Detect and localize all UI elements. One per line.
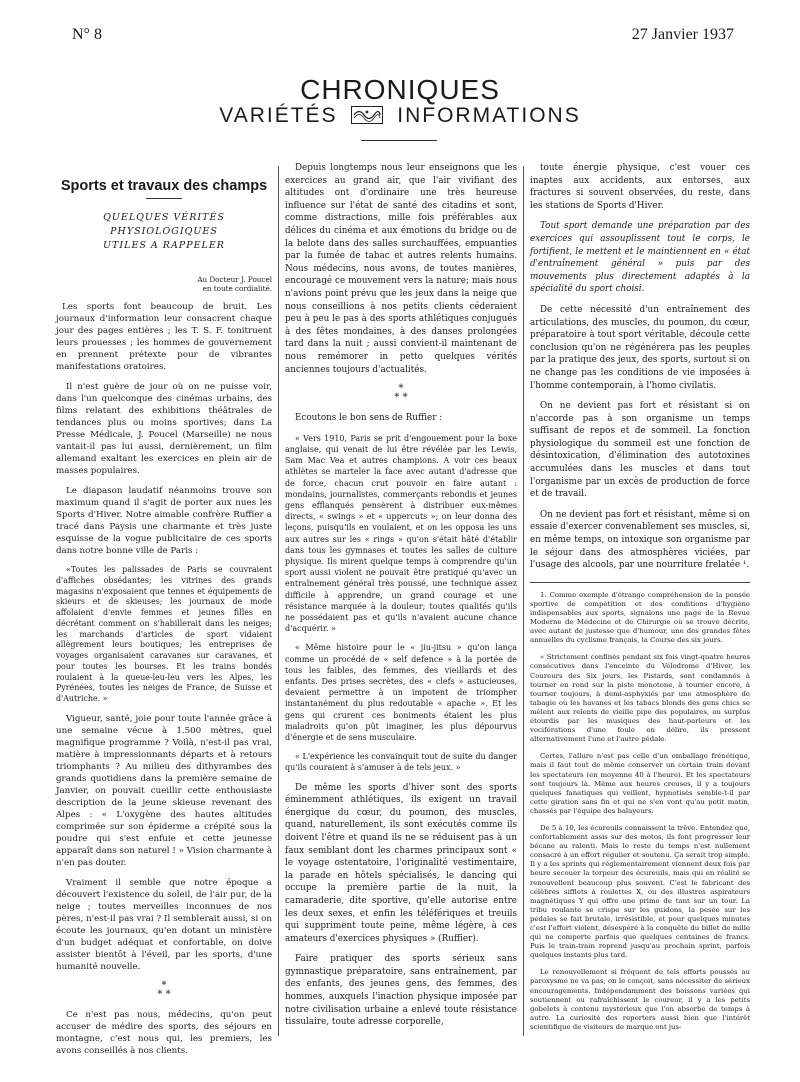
footnote-paragraph: Le renouvellement si fréquent de tels efforts poussés au paroxysme ne va pas, on le conçoit, sans nécessiter de sérieux encouragements. Indépendamment des boissons variées qui soutiennent ou rafraîchissent le coureur, il y a les petits gobelets à contenu mystérieux que l'on absorbe de temps à autre. La curiosité des reporters aussi bien que l'intérêt scientifique de visiteurs de marque ont jus- [530, 968, 750, 1031]
paragraph: On ne devient pas fort et résistant si on n'accorde pas à son organisme un temps suffisant de repos et de sommeil. La fonction physiologique du sommeil est une fonction de désintoxication, d'élimination des autotoxines accumulées dans les muscles et dans tout l'organisme par un excès de production de force et de travail. [530, 401, 750, 500]
paragraph: Depuis longtemps nous leur enseignons que les exercices au grand air, que l'air vivifiant des altitudes ont d'ordinaire une très heureuse influence sur l'état de santé des citadins et sont, comme distractions, mille fois préférables aux délices du cinéma et aux émotions du bridge ou de la belote dans des salles surchauffées, empuanties par la fumée de tabac et autres relents humains. Nous médecins, nous avons, de toutes manières, encouragé ce mouvement vers la nature; mais nous n'avions point prévu que les jeux dans la neige que nous conseillions à nos petits clients céderaient peu à peu le pas à des sports athlétiques conjugués à des fêtes mondaines, à des danses prolongées tard dans la nuit ; aussi convient-il maintenant de nous remémorer in petto quelques vérités anciennes toujours d'actualités. [285, 163, 517, 375]
title-rule [146, 198, 182, 199]
masthead-title: CHRONIQUES [300, 74, 500, 105]
subtitle-line-2: UTILES A RAPPELER [103, 240, 225, 251]
masthead-rule [361, 140, 437, 141]
paragraph: De cette nécessité d'un entraînement des articulations, des muscles, du poumon, du cœur, préparatoire à tout sport véritable, découle cette conclusion qu'on ne régénérera pas les peuples par la pratique des jeux, des sports, surtout si on ne change pas les conditions de vie imposées à l'homme contemporain, à l'homo civilatis. [530, 304, 750, 391]
column-2 [285, 162, 517, 1037]
footnote-paragraph: Certes, l'allure n'est pas celle d'un emballage frénétique, mais il faut tout de même conserver un certain train devant les spectateurs (en moyenne 40 à l'heure). Et les spectateurs sont toujours là. Même aux heures creuses, il y a toujours quelques fanatiques qui veillent, hypnotisés semble-t-il par cette giration sans fin et qui ne s'en vont qu'au petit matin, chassés par l'équipe des balayeurs. [530, 752, 750, 815]
paragraph: De même les sports d'hiver sont des sports éminemment athlétiques, ils exigent un travail énergique du cœur, du poumon, des muscles, quand, naturellement, ils sont exécutés comme ils doivent l'être et quand ils ne se réduisent pas à un faux semblant dont les charmes principaux sont « le voyage ostentatoire, l'originalité vestimentaire, la parade en hôtels spécialisés, le dancing qui occupe la première partie de la nuit, la camaraderie, dite sportive, qu'elle autorise entre les deux sexes, et enfin les téléfériques et treuils qui suppriment toute peine, même légère, à ces amateurs d'exercices physiques » (Ruffier). [285, 782, 517, 944]
issue-number: N° 8 [72, 26, 102, 43]
column-rule-2 [523, 166, 524, 1036]
ornament-icon [351, 106, 383, 124]
paragraph: Vraiment il semble que notre époque a découvert l'existence du soleil, de l'air pur, de la neige ; toutes merveilles inconnues de nos pères, n'est-il pas vrai ? Il semblerait aussi, si on écoute les journaux, qu'en dotant un ministère d'un budget adéquat et confortable, on doive assister bientôt à l'éveil, par les sports, d'une humanité nouvelle. [56, 877, 272, 972]
dedication-line-1: Au Docteur J. Poucel [197, 275, 272, 284]
paragraph: Vigueur, santé, joie pour toute l'année grâce à une semaine vécue à 1.500 mètres, quel magnifique programme ? Voilà, n'est-il pas vrai, matière à impressionnants départs et à retours triomphants ? Au milieu des dithyrambes des grands quotidiens dans la première semaine de Janvier, on pouvait cueillir cette enthousiaste description de la jeune skieuse revenant des Alpes : « L'oxygène des hautes altitudes comprimée sur son épiderme a crépité sous la poudre qui s'est enfuie et cette jeunesse apparaît dans son naturel ! » Vision charmante à n'en pas douter. [56, 713, 272, 868]
footnotes [530, 591, 750, 1032]
asterism-icon: * * * [157, 979, 171, 1000]
quote-paragraph: « L'expérience les convainquit tout de suite du danger qu'ils couraient à s'amuser à de tels jeux. » [285, 752, 517, 773]
footnote-rule [530, 582, 750, 583]
dedication-line-2: en toute cordialité. [202, 284, 272, 293]
issue-date: 27 Janvier 1937 [631, 26, 734, 43]
footnote-paragraph: De 5 à 10, les écureuils connaissent la trêve. Entendez que, confortablement assis sur des motos, ils font progresser leur bécane au ralenti. Mais le reste du temps n'est nullement consacré à un effort régulier et soutenu. Ça serait trop simple. Il y a les sprints qui réglementairement viennent deux fois par heure secouer la torpeur des écureuils, mais qui en réalité se renouvellent beaucoup plus souvent. C'est le fabricant des célèbres sifflets à roulettes X, ou des illustres aspirateurs magnétiques Y qui offre une prime de tant sur un tour. La tribu roulante se crispe sur les guidons, la pesée sur les pédales se fait brutale, irrésistible, et pour quelques minutes c'est l'effort violent, désespéré à la conquête du billet de mille qui ne comporte parfois que quelques centaines de francs. Puis le train-train reprend jusqu'au prochain sprint, parfois quelques instants plus tard. [530, 823, 750, 960]
column-rule-1 [278, 166, 279, 1036]
subtitle-line-1: QUELQUES VÉRITÉS PHYSIOLOGIQUES [103, 212, 225, 237]
paragraph: toute énergie physique, c'est vouer ces inaptes aux accidents, aux entorses, aux fractures si souvent observées, du reste, dans les stations de Sports d'Hiver. [530, 163, 750, 211]
footnote-paragraph: « Strictement confinés pendant six fois vingt-quatre heures consécutives dans l'enceinte du Vélodrome d'Hiver, les Coureurs des Six jours, les Pistards, sont condamnés à tourner en rond sur la piste monotone, à tourner encore, à tourner toujours, à demi-asphyxiés par une atmosphère de tabagie où les havanes et les tabacs blonds des gens chics se mêlent aux relents de vieille pipe des populaires, au surplus étourdis par les musiques des haut-parleurs et les vociférations d'une foule en délire, ils pressent alternativement l'une et l'autre pédale. [530, 653, 750, 744]
article-subtitle [56, 211, 272, 253]
masthead-right: INFORMATIONS [397, 104, 581, 127]
paragraph: Tout sport demande une préparation par des exercices qui assouplissent tout le corps, le fortifient, le mettent et le maintiennent en « état d'entraînement général » puis par des mouvements plus directement adaptés à la spécialité du sport choisi. [530, 221, 750, 295]
column-1 [56, 176, 272, 1065]
paragraph: Il n'est guère de jour où on ne puisse voir, dans l'un quelconque des cinémas urbains, des films relatant des exhibitions théâtrales de tendances plus ou moins sportives; dans La Presse Médicale, J. Poucel (Marseille) ne nous vantait-il pas lui aussi, dernièrement, un film allemand exaltant les exercices en plein air de masses populaires. [56, 382, 272, 476]
dedication [56, 275, 272, 293]
paragraph: Le diapason laudatif néanmoins trouve son maximum quand il s'agit de porter aux nues les Sports d'Hiver. Notre aimable confrère Ruffier a tracé dans Paysis une charmante et très juste esquisse de la vogue publicitaire de ces sports dans notre bonne ville de Paris : [56, 486, 272, 556]
quote-paragraph: «Toutes les palissades de Paris se couvraient d'affiches obsédantes; les vitrines des grands magasins n'exposaient que tennes et équipements de skieurs et de skieuses; les journaux de mode affolaient d'envie femmes et jeunes filles en décrétant comment on s'habillerait dans les neiges; les marchands d'articles de sport vidaient allègrement leurs boutiques; les entreprises de voyages organisaient caravanes sur caravanes, et pour toutes les bourses. Et les trains bondés roulaient à la queue-leu-leu vers les Alpes, les Pyrénées, toutes les neiges de France, de Suisse et d'Autriche. » [56, 565, 272, 703]
paragraph: On ne devient pas fort et résistant, même si on essaie d'exercer convenablement ses muscles, si, en même temps, on intoxique son organisme par le séjour dans des atmosphères viciées, par l'usage des alcools, par une nourriture frelatée ¹. [530, 509, 750, 571]
quote-paragraph: « Vers 1910, Paris se prit d'engouement pour la boxe anglaise, qui venait de lui être révélée par les Lewis, Sam Mac Vea et autres champions. A voir ces beaux athlètes se marteler la face avec autant d'adresse que de force, chacun crut pouvoir en faire autant : mondains, journalistes, commerçants rebondis et jeunes gens efflanqués pensèrent à distribuer eux-mêmes directs, « swings » et « uppercuts »; on leur donna des leçons, puisqu'ils en voulaient, et on les opposa les uns aux autres sur les « rings » qu'on s'était hâté d'établir dans tous les gymnases et toutes les salles de culture physique. Ils mirent quelque temps à comprendre qu'un sport aussi violent ne pouvait être pratiqué qu'avec un entraînement général très poussé, une technique assez difficile à apprendre, un grand courage et une résistance marquée à la douleur; toutes qualités qu'ils ne possédaient pas et qu'ils n'avaient aucune chance d'acquérir. » [285, 433, 517, 634]
masthead-subtitle [0, 104, 800, 128]
paragraph: Ce n'est pas nous, médecins, qu'on peut accuser de médire des sports, des séjours en montagne, c'est nous qui, les premiers, les avons conseillés à nos clients. [56, 1009, 272, 1056]
footnote-paragraph: 1. Comme exemple d'étrange compréhension de la pensée sportive de compétition et des conditions d'hygiène indispensables aux sports, signalons une page de la Revue Moderne de Médecine et de Chirurgie où se trouve décrite, avec autant de justesse que d'humour, une des grandes fêtes annuelles du cyclisme français, la Course des six jours. [530, 590, 750, 645]
column-3 [530, 162, 750, 1040]
masthead-left: VARIÉTÉS [219, 104, 338, 127]
paragraph: Faire pratiquer des sports sérieux sans gymnastique préparatoire, sans entraînement, par des enfants, des jeunes gens, des femmes, des hommes, auxquels l'inaction physique imposée par notre civilisation urbaine a enlevé toute résistance tissulaire, toute adresse corporelle, [285, 954, 517, 1028]
asterism-icon: * * * [394, 383, 408, 404]
paragraph: Ecoutons le bon sens de Ruffier : [295, 413, 443, 424]
article-title: Sports et travaux des champs [60, 178, 268, 194]
running-header [72, 26, 734, 50]
paragraph: Les sports font beaucoup de bruit. Les journaux d'information leur consacrent chaque jour des pages entières ; les T. S. F. tonitruent leurs prouesses ; les hommes de gouvernement en prennent prétexte pour de vibrantes manifestations oratoires. [56, 302, 272, 372]
quote-paragraph: « Même histoire pour le « jiu-jitsu » qu'on lança comme un procédé de « self defence » à la portée de tous les faibles, des femmes, des vieillards et des enfants. Des prises secrètes, des « clefs » astucieuses, devaient permettre à un impotent de triompher instantanément du plus redoutable « apache ». Et les gens qui crurent ces boniments étaient les plus maladroits qu'on pût imaginer, les plus dépourvus d'énergie et de sens musculaire. [285, 643, 517, 742]
